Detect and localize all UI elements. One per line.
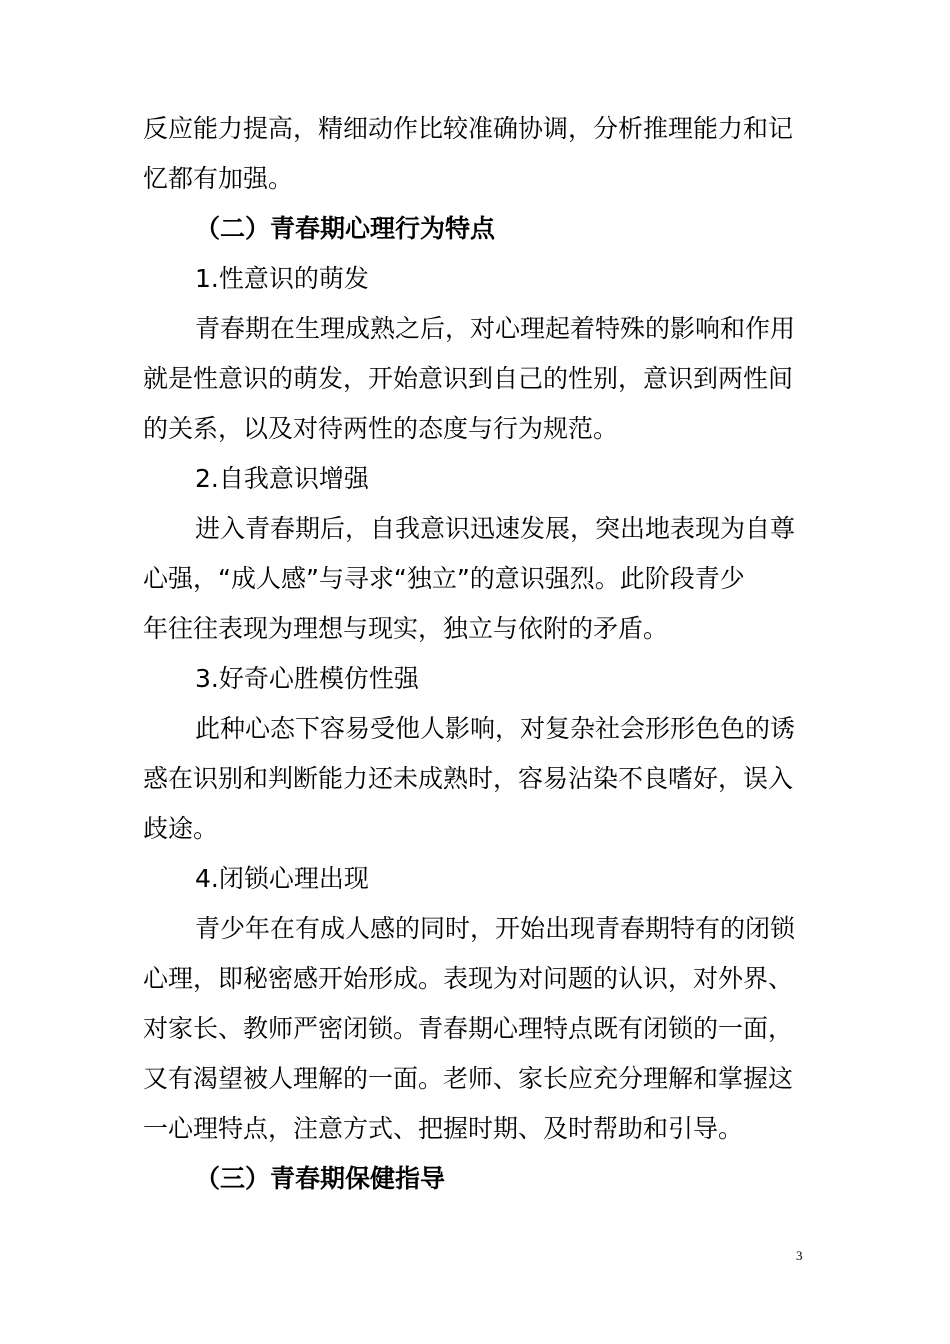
- paragraph-first-line: 此种心态下容易受他人影响，对复杂社会形形色色的诱: [195, 714, 796, 743]
- body-line: 又有渴望被人理解的一面。老师、家长应充分理解和掌握这: [143, 1064, 794, 1093]
- body-line: 惑在识别和判断能力还未成熟时，容易沾染不良嗜好，误入: [143, 764, 794, 793]
- page-content: [143, 104, 810, 1204]
- subsection-title: 4.闭锁心理出现: [195, 864, 369, 893]
- body-line: 心理，即秘密感开始形成。表现为对问题的认识，对外界、: [143, 964, 794, 993]
- paragraph-first-line: 青少年在有成人感的同时，开始出现青春期特有的闭锁: [195, 914, 796, 943]
- paragraph-first-line: 青春期在生理成熟之后，对心理起着特殊的影响和作用: [195, 314, 796, 343]
- body-line: 就是性意识的萌发，开始意识到自己的性别，意识到两性间: [143, 364, 794, 393]
- page-number: 3: [796, 1248, 803, 1263]
- body-line: 一心理特点，注意方式、把握时期、及时帮助和引导。: [143, 1114, 744, 1143]
- body-line: 歧途。: [143, 814, 219, 843]
- body-line: 对家长、教师严密闭锁。青春期心理特点既有闭锁的一面，: [143, 1014, 794, 1043]
- subsection-title: 3.好奇心胜模仿性强: [195, 664, 419, 693]
- subsection-title: 2.自我意识增强: [195, 464, 369, 493]
- section-heading: （二）青春期心理行为特点: [195, 214, 496, 243]
- body-line: 年往往表现为理想与现实，独立与依附的矛盾。: [143, 614, 669, 643]
- body-line: 忆都有加强。: [143, 164, 294, 193]
- body-line: 的关系，以及对待两性的态度与行为规范。: [143, 414, 619, 443]
- subsection-title: 1.性意识的萌发: [195, 264, 369, 293]
- paragraph-first-line: 进入青春期后，自我意识迅速发展，突出地表现为自尊: [195, 514, 796, 543]
- body-line: 反应能力提高，精细动作比较准确协调，分析推理能力和记: [143, 114, 794, 143]
- section-heading: （三）青春期保健指导: [195, 1164, 446, 1193]
- body-line: 心强，“成人感”与寻求“独立”的意识强烈。此阶段青少: [143, 564, 745, 593]
